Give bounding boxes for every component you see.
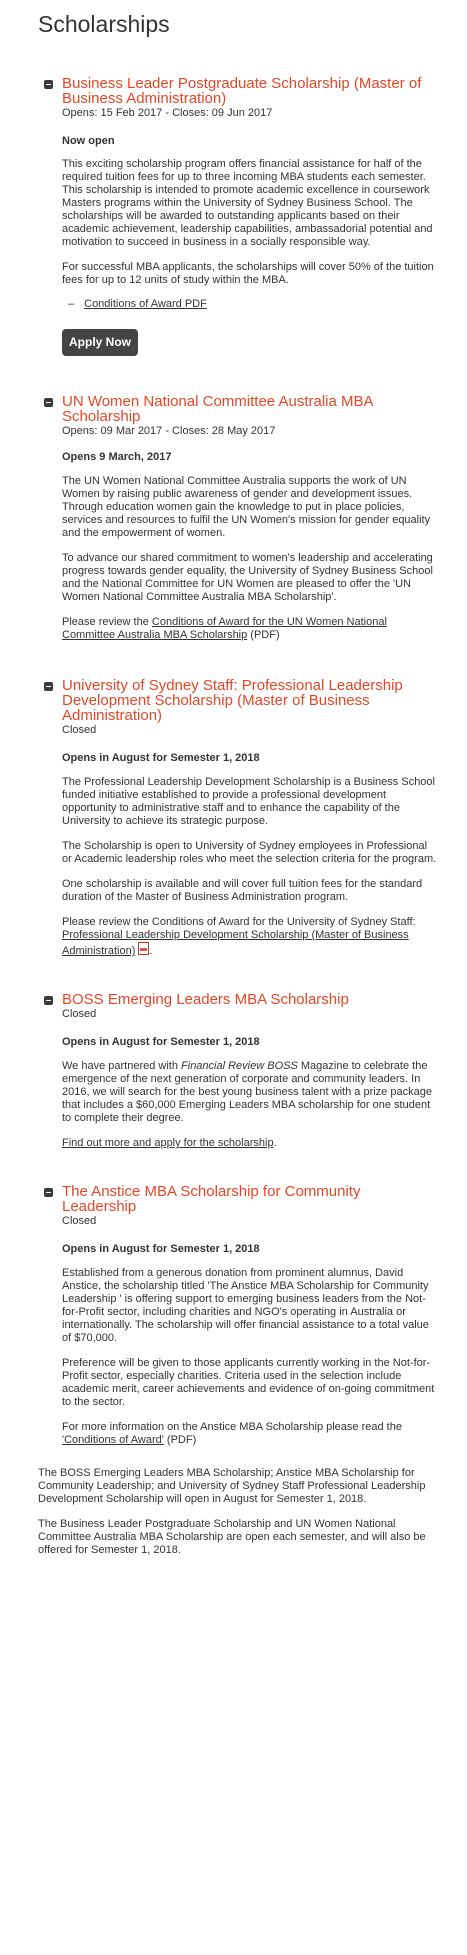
scholarship-coverage: For successful MBA applicants, the scholarships will cover 50% of the tuition fees for up to 12 units of study within the MBA. xyxy=(62,261,434,286)
scholarship-description: Established from a generous donation from prominent alumnus, David Anstice, the scholarship titled 'The Anstice MBA Scholarship for Community Leadership ' is offering support to emerging business leaders from the Not-for-Profit sector, including charities and NGO's operating in Australia or internationally. The scholarship will offer financial assistance to a total value of $70,000. xyxy=(62,1267,429,1344)
scholarship-description: This exciting scholarship program offers financial assistance for half of the required tuition fees for up to three incoming MBA students each semester. This scholarship is intended to promote academic excellence in coursework Masters programs within the University of Sydney Business School. The scholarships will be awarded to outstanding applicants based on their academic achievement, leadership capabilities, ambassadorial potential and motivation to succeed in business in a socially responsible way. xyxy=(62,158,433,248)
scholarship-description xyxy=(62,1060,437,1125)
conditions-text-post: (PDF) xyxy=(247,629,280,641)
more-info-post: . xyxy=(273,1137,277,1149)
collapse-minus-icon[interactable] xyxy=(44,80,53,89)
apply-now-button[interactable]: Apply Now xyxy=(62,329,138,356)
apply-wrapper xyxy=(62,329,437,356)
conditions-of-award-link[interactable]: Conditions of Award for the UN Women National Committee Australia MBA Scholarship xyxy=(62,616,387,641)
scholarship-anstice xyxy=(38,1184,437,1447)
scholarship-status: Opens in August for Semester 1, 2018 xyxy=(62,752,260,764)
find-out-more-link[interactable]: Find out more and apply for the scholarship xyxy=(62,1137,274,1149)
scholarship-description: The UN Women National Committee Australia supports the work of UN Women by raising public awareness of gender and development issues. Through education women gain the knowledge to put in place policies, services and resources to fulfil the UN Women's mission for gender equality and the empowerment of women. xyxy=(62,475,431,539)
collapse-minus-icon[interactable] xyxy=(44,682,53,691)
footer-notes xyxy=(38,1467,437,1557)
pdf-file-icon[interactable] xyxy=(138,942,149,955)
scholarship-boss-emerging-leaders xyxy=(38,992,437,1150)
collapse-minus-icon[interactable] xyxy=(44,1188,53,1197)
footer-note-semester: The Business Leader Postgraduate Scholarship and UN Women National Committee Australia MBA Scholarship are open each semester, and will also be offered for Semester 1, 2018. xyxy=(38,1518,426,1556)
conditions-of-award-link[interactable]: Professional Leadership Development Scholarship (Master of Business Administration) xyxy=(62,929,409,957)
scholarship-conditions xyxy=(62,616,437,642)
scholarship-preference: Preference will be given to those applicants currently working in the Not-for-Profit sector, especially charities. Criteria used in the selection include academic merit, career achievements and evidence of on-going commitment to the sector. xyxy=(62,1357,435,1408)
scholarship-un-women xyxy=(38,394,437,642)
conditions-of-award-link[interactable]: Conditions of Award PDF xyxy=(84,298,207,310)
scholarship-dates: Closed xyxy=(62,724,97,736)
footer-note-opening: The BOSS Emerging Leaders MBA Scholarship; Anstice MBA Scholarship for Community Leadership; and University of Sydney Staff Professional Leadership Development Scholarship will open in August for Semester 1, 2018. xyxy=(38,1467,426,1505)
scholarship-staff-leadership xyxy=(38,678,437,958)
scholarship-status: Opens 9 March, 2017 xyxy=(62,451,172,463)
scholarship-more-info xyxy=(62,1137,437,1150)
magazine-name: Financial Review BOSS xyxy=(181,1060,298,1072)
conditions-of-award-link[interactable]: 'Conditions of Award' xyxy=(62,1434,164,1446)
bullet-dash: – xyxy=(68,298,75,310)
conditions-text-pre: For more information on the Anstice MBA Scholarship please read the xyxy=(62,1421,402,1433)
scholarship-title[interactable]: Business Leader Postgraduate Scholarship (Master of Business Administration) xyxy=(62,75,422,107)
scholarship-eligibility: The Scholarship is open to University of Sydney employees in Professional or Academic leadership roles who meet the selection criteria for the program. xyxy=(62,840,437,865)
conditions-text-pre: Please review the xyxy=(62,616,152,628)
collapse-minus-icon[interactable] xyxy=(44,398,53,407)
scholarship-status: Now open xyxy=(62,135,115,147)
scholarship-description: The Professional Leadership Development Scholarship is a Business School funded initiative established to provide a professional development opportunity to administrative staff and to enhance the capability of the University to achieve its strategic purpose. xyxy=(62,776,435,827)
conditions-text-post: (PDF) xyxy=(163,1434,197,1446)
scholarship-status: Opens in August for Semester 1, 2018 xyxy=(62,1243,260,1255)
scholarship-dates: Closed xyxy=(62,1008,97,1020)
scholarship-business-leader xyxy=(38,76,437,356)
scholarship-coverage: One scholarship is available and will cover full tuition fees for the standard duration of the Master of Business Administration program. xyxy=(62,878,423,903)
scholarship-title[interactable]: University of Sydney Staff: Professional Leadership Development Scholarship (Master of Business Administration) xyxy=(62,677,403,724)
description-pre: We have partnered with xyxy=(62,1060,182,1072)
scholarship-title[interactable]: BOSS Emerging Leaders MBA Scholarship xyxy=(62,991,349,1008)
collapse-minus-icon[interactable] xyxy=(44,996,53,1005)
scholarship-title[interactable]: The Anstice MBA Scholarship for Community Leadership xyxy=(62,1183,361,1215)
scholarship-dates: Opens: 15 Feb 2017 - Closes: 09 Jun 2017 xyxy=(62,107,273,119)
conditions-bullet xyxy=(68,298,437,311)
scholarship-status: Opens in August for Semester 1, 2018 xyxy=(62,1036,260,1048)
scholarship-title[interactable]: UN Women National Committee Australia MBA Scholarship xyxy=(62,393,373,425)
conditions-text-post: . xyxy=(149,945,153,957)
scholarship-conditions xyxy=(62,1421,437,1447)
conditions-text-pre: Please review the Conditions of Award for the University of Sydney Staff: xyxy=(62,916,416,928)
page-title: Scholarships xyxy=(38,11,170,37)
scholarship-dates: Closed xyxy=(62,1215,97,1227)
scholarship-dates: Opens: 09 Mar 2017 - Closes: 28 May 2017 xyxy=(62,425,276,437)
scholarship-conditions xyxy=(62,916,437,958)
description-post: Magazine to celebrate the emergence of the next generation of corporate and community leaders. In 2016, we will search for the best young business talent with a prize package that includes a $60,000 Emerging Leaders MBA scholarship for one student to complete their degree. xyxy=(62,1060,432,1124)
scholarship-commitment: To advance our shared commitment to women's leadership and accelerating progress towards gender equality, the University of Sydney Business School and the National Committee for UN Women are pleased to offer the 'UN Women National Committee Australia MBA Scholarship'. xyxy=(62,552,433,603)
